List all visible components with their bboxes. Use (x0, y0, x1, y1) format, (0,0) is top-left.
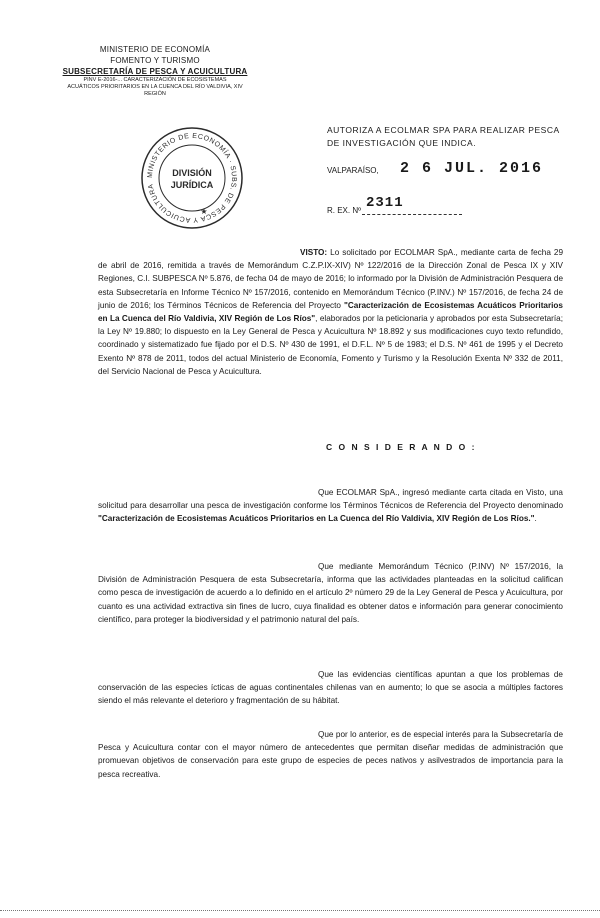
resolution-label: R. EX. Nº (327, 206, 362, 215)
seal-center-line-1: DIVISIÓN (172, 168, 212, 178)
seal-ring-text: MINISTERIO DE ECONOMÍA · SUBS. DE PESCA Y ACUICULTURA (146, 132, 238, 224)
ministry-name: MINISTERIO DE ECONOMÍA (99, 45, 211, 54)
place-label: VALPARAÍSO, (327, 166, 379, 175)
reference-line-2: ACUÁTICOS PRIORITARIOS EN LA CUENCA DEL RÍO VALDIVIA, XIV (67, 84, 243, 90)
reference-line-3: REGIÓN (144, 91, 166, 97)
p1-text-b: . (534, 514, 537, 524)
subsecretaria-name: SUBSECRETARÍA DE PESCA Y ACUICULTURA (62, 67, 248, 76)
date-stamp: 2 6 JUL. 2016 (400, 160, 544, 177)
considerando-paragraph-1 (98, 486, 563, 526)
p1-project-title: "Caracterización de Ecosistemas Acuáticos Prioritarios en La Cuenca del Río Valdivia, XIV Región de Los Ríos." (98, 514, 535, 524)
ministry-name-line2: FOMENTO Y TURISMO (110, 56, 200, 65)
considerando-paragraph-3: Que las evidencias científicas apuntan a que los problemas de conservación de las especies ícticas de aguas continentales chilenas van en aumento; lo que se asocia a múltiples factores siendo el más relevante el deterioro y fragmentación de su hábitat. (98, 670, 563, 706)
resolution-number: 2311 (366, 195, 404, 211)
seal-graphic (138, 124, 246, 232)
considerando-heading: C O N S I D E R A N D O : (326, 442, 477, 452)
page-bottom-edge (0, 910, 600, 911)
seal-center-line-2: JURÍDICA (170, 180, 214, 190)
p1-text-a: Que ECOLMAR SpA., ingresó mediante carta citada en Visto, una solicitud para desarrollar una pesca de investigación conforme los Términos Técnicos de Referencia del Proyecto denominado (98, 488, 563, 511)
visto-text-b: , elaborados por la peticionaria y aprobados por esta Subsecretaría; la Ley Nº 19.880; lo dispuesto en la Ley General de Pesca y Acuicultura Nº 18.892 y sus modificaciones cuyo texto refundido, coordinado y sistematizado fue fijado por el D.S. Nº 430 de 1991, el D.F.L. Nº 5 de 1983; el D.S. Nº 461 de 1995 y el Decreto Exento Nº 878 de 2011, todos del actual Ministerio de Economía, Fomento y Turismo y la Resolución Exenta Nº 332 de 2011, del Servicio Nacional de Pesca y Acuicultura. (98, 314, 563, 376)
reference-line-1: PINV E-2016-... CARACTERIZACIÓN DE ECOSISTEMAS (83, 77, 227, 83)
resolution-underline (362, 214, 462, 215)
visto-text-a: Lo solicitado por ECOLMAR SpA., mediante carta de fecha 29 de abril de 2016, remitida a través de Memorándum C.Z.P.IX-XIV) Nº 122/2016 de la Dirección Zonal de Pesca IX y XIV Regiones, C.I. SUBPESCA Nº 5.876, de fecha 04 de mayo de 2016; lo informado por la División de Administración Pesquera de esta Subsecretaría en Informe Técnico Nº 157/2016, contenido en Memorándum Técnico (P.INV.) Nº 157/2016, de fecha 24 de junio de 2016; los Términos Técnicos de Referencia del Proyecto (98, 248, 563, 310)
visto-label: VISTO: (300, 248, 328, 257)
considerando-paragraph-2: Que mediante Memorándum Técnico (P.INV) Nº 157/2016, la División de Administración Pesquera de esta Subsecretaría, informa que las actividades planteadas en la solicitud califican como pesca de investigación de acuerdo a lo definido en el artículo 2º número 29 de la Ley General de Pesca y Acuicultura, por cuanto es una actividad extractiva sin fines de lucro, cuya finalidad es obtener datos e información para generar conocimiento científico, para proteger la biodiversidad y el patrimonio natural del país. (98, 562, 563, 624)
visto-paragraph (98, 246, 563, 378)
seal-star-icon: ★ (200, 207, 208, 216)
document-subject: AUTORIZA A ECOLMAR SPA PARA REALIZAR PESCA DE INVESTIGACIÓN QUE INDICA. (327, 125, 560, 148)
considerando-paragraph-4: Que por lo anterior, es de especial interés para la Subsecretaría de Pesca y Acuicultura contar con el mayor número de antecedentes que permitan diseñar medidas de administración que promuevan objetivos de conservación para este grupo de especies de peces nativos y asilvestrados de importancia para la pesca recreativa. (98, 730, 563, 779)
division-juridica-seal (138, 124, 246, 232)
letterhead (40, 44, 270, 98)
visto-project-title: "Caracterización de Ecosistemas Acuáticos Prioritarios en La Cuenca del Río Valdivia, XIV Región de Los Ríos" (98, 300, 563, 324)
